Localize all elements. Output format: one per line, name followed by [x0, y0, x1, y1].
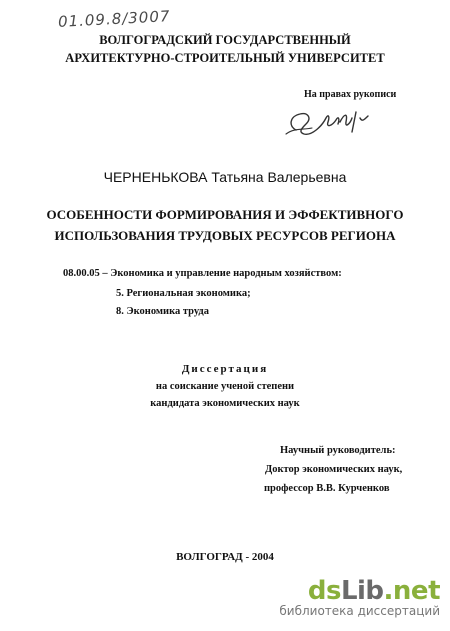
specialty-code: 08.00.05 – Экономика и управление народным хозяйством: [63, 268, 342, 279]
manuscript-rights-label: На правах рукописи [304, 89, 397, 100]
dissertation-title-line-2: ИСПОЛЬЗОВАНИЯ ТРУДОВЫХ РЕСУРСОВ РЕГИОНА [54, 228, 396, 243]
specialty-item-regional-economics: 5. Региональная экономика; [116, 288, 251, 299]
logo-part-ds: ds [307, 576, 341, 606]
dissertation-label: Диссертация [181, 363, 269, 375]
degree-line-1: на соискание ученой степени [155, 381, 295, 392]
author-name: ЧЕРНЕНЬКОВА Татьяна Валерьевна [103, 169, 347, 185]
handwritten-catalog-number: 01.09.8/3007 [57, 7, 171, 31]
university-name-line-1: ВОЛГОГРАДСКИЙ ГОСУДАРСТВЕННЫЙ [99, 33, 351, 47]
city-and-year: ВОЛГОГРАД - 2004 [176, 551, 274, 563]
dslib-subtitle: библиотека диссертаций [279, 604, 440, 618]
logo-part-net: .net [383, 576, 440, 606]
degree-line-2: кандидата экономических наук [150, 398, 300, 409]
advisor-name: профессор В.В. Курченков [264, 483, 390, 494]
dslib-watermark [279, 578, 440, 618]
specialty-item-labor-economics: 8. Экономика труда [116, 306, 209, 317]
logo-part-lib: Lib [340, 576, 384, 606]
dissertation-title-line-1: ОСОБЕННОСТИ ФОРМИРОВАНИЯ И ЭФФЕКТИВНОГО [46, 207, 404, 222]
university-name-line-2: АРХИТЕКТУРНО-СТРОИТЕЛЬНЫЙ УНИВЕРСИТЕТ [65, 51, 385, 65]
handwritten-signature [282, 104, 370, 138]
advisor-label: Научный руководитель: [280, 445, 396, 456]
dslib-logo [279, 578, 440, 604]
advisor-degree: Доктор экономических наук, [265, 464, 403, 475]
